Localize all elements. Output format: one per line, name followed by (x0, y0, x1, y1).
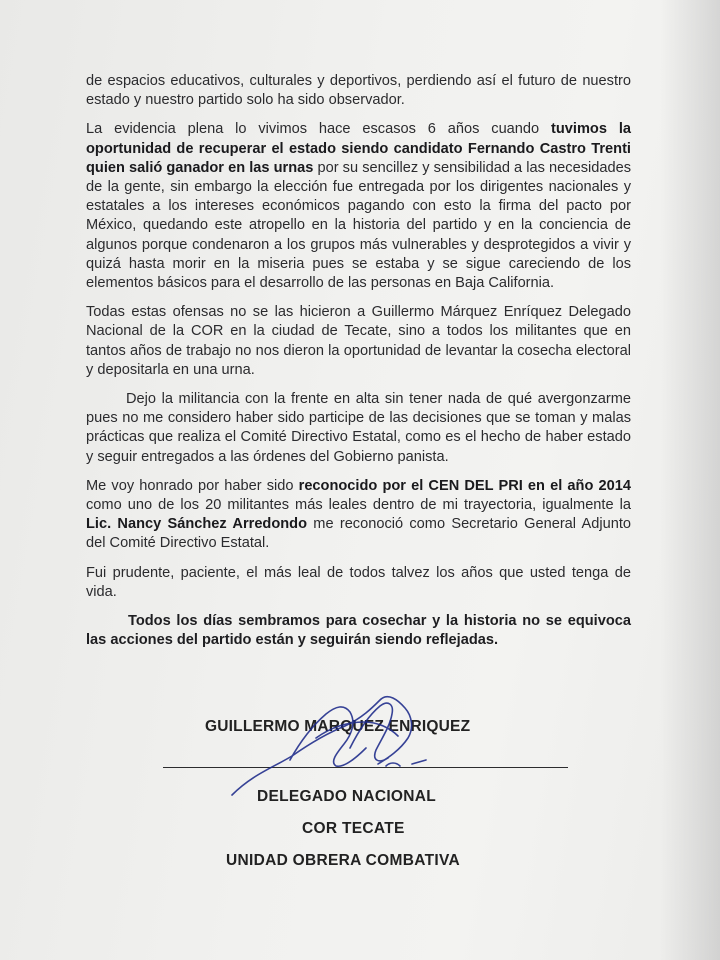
signature-line (163, 767, 568, 768)
p6-seg-0: Fui prudente, paciente, el más leal de todos talvez los años que usted tenga de vida. (86, 564, 631, 600)
p2-seg-1: tuvimos la oportunidad de recuperar el estado siendo candidato Fernando Castro Trenti quien salió ganador en las urnas (86, 121, 631, 176)
p3-seg-0: Todas estas ofensas no se las hicieron a Guillermo Márquez Enríquez Delegado Nacional de la COR en la ciudad de Tecate, sino a todos los militantes que en tantos años de trabajo no nos dieron la oportunidad de levantar la cosecha electoral y depositarla en una urna. (86, 304, 631, 378)
p5-seg-4: me reconoció como Secretario General Adjunto del Comité Directivo Estatal. (86, 516, 631, 552)
signatory-union: UNIDAD OBRERA COMBATIVA (226, 852, 460, 869)
signatory-organization: COR TECATE (302, 820, 405, 837)
p2-seg-0: La evidencia plena lo vivimos hace escasos 6 años cuando (86, 121, 552, 138)
p2-seg-2: por su sencillez y sensibilidad a las necesidades de la gente, sin embargo la elección fue entregada por los dirigentes nacionales y estatales a los intereses económicos pagando con esto la firma del pacto por México, quedando este atropello en la historia del partido y en la conciencia de algunos porque condenaron a los grupos más vulnerables y desprotegidos a vivir y quizá hasta morir en la miseria pues se estaba y se sigue careciendo de los elementos básicos para el desarrollo de las personas en Baja California. (86, 159, 631, 292)
p7-seg-0: Todos los días sembramos para cosechar y la historia no se equivoca las acciones del partido están y seguirán siendo reflejadas. (86, 613, 631, 649)
p5-seg-0: Me voy honrado por haber sido (86, 477, 299, 494)
p5-seg-2: como uno de los 20 militantes más leales dentro de mi trayectoria, igualmente la (86, 497, 631, 514)
p1-seg-0: de espacios educativos, culturales y deportivos, perdiendo así el futuro de nuestro estado y nuestro partido solo ha sido observador. (86, 73, 631, 109)
p5-seg-3: Lic. Nancy Sánchez Arredondo (86, 516, 308, 533)
signatory-title: DELEGADO NACIONAL (257, 788, 437, 805)
p4-seg-0: Dejo la militancia con la frente en alta sin tener nada de qué avergonzarme pues no me considero haber sido participe de las decisiones que se toman y malas prácticas que realiza el Comité Directivo Estatal, como es el hecho de haber estado y seguir entregados a las órdenes del Gobierno panista. (86, 391, 631, 465)
signatory-name: GUILLERMO MARQUEZ ENRIQUEZ (205, 718, 471, 735)
p5-seg-1: reconocido por el CEN DEL PRI en el año 2014 (298, 477, 631, 494)
